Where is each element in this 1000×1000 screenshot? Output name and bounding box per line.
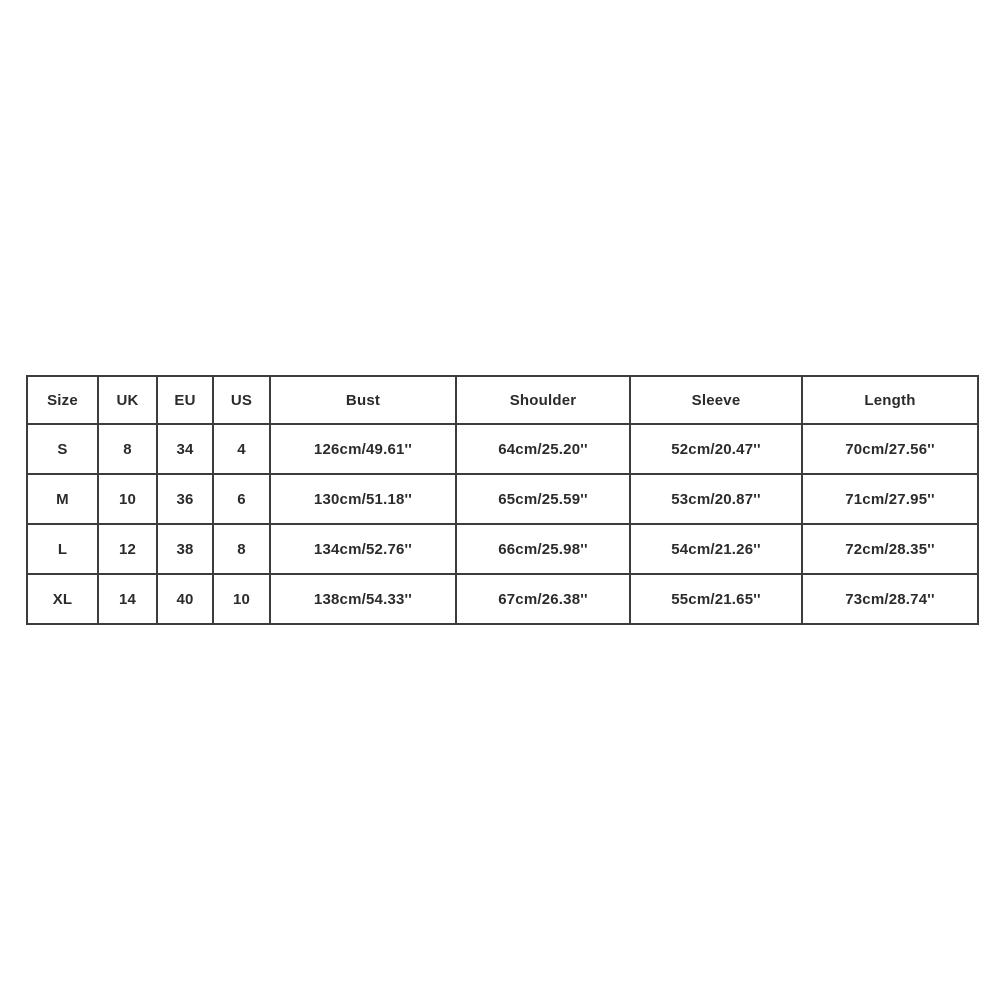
cell-sleeve: 54cm/21.26'' [630, 524, 802, 574]
cell-us: 8 [213, 524, 270, 574]
cell-shoulder: 67cm/26.38'' [456, 574, 630, 624]
header-row [27, 376, 978, 424]
column-header-length: Length [802, 376, 978, 424]
column-header-eu: EU [157, 376, 213, 424]
cell-shoulder: 64cm/25.20'' [456, 424, 630, 474]
cell-size: S [27, 424, 98, 474]
cell-length: 71cm/27.95'' [802, 474, 978, 524]
cell-bust: 138cm/54.33'' [270, 574, 456, 624]
cell-eu: 38 [157, 524, 213, 574]
column-header-us: US [213, 376, 270, 424]
column-header-bust: Bust [270, 376, 456, 424]
cell-uk: 8 [98, 424, 157, 474]
cell-sleeve: 53cm/20.87'' [630, 474, 802, 524]
cell-eu: 40 [157, 574, 213, 624]
cell-length: 70cm/27.56'' [802, 424, 978, 474]
cell-length: 72cm/28.35'' [802, 524, 978, 574]
table-row-l [27, 524, 978, 574]
cell-sleeve: 55cm/21.65'' [630, 574, 802, 624]
column-header-uk: UK [98, 376, 157, 424]
cell-size: L [27, 524, 98, 574]
column-header-shoulder: Shoulder [456, 376, 630, 424]
cell-shoulder: 65cm/25.59'' [456, 474, 630, 524]
table-row-s [27, 424, 978, 474]
column-header-size: Size [27, 376, 98, 424]
cell-us: 4 [213, 424, 270, 474]
cell-us: 6 [213, 474, 270, 524]
cell-uk: 12 [98, 524, 157, 574]
cell-eu: 34 [157, 424, 213, 474]
table-row-xl [27, 574, 978, 624]
column-header-sleeve: Sleeve [630, 376, 802, 424]
cell-bust: 134cm/52.76'' [270, 524, 456, 574]
cell-shoulder: 66cm/25.98'' [456, 524, 630, 574]
size-chart-table [26, 375, 979, 625]
cell-uk: 10 [98, 474, 157, 524]
cell-uk: 14 [98, 574, 157, 624]
cell-size: M [27, 474, 98, 524]
cell-size: XL [27, 574, 98, 624]
cell-eu: 36 [157, 474, 213, 524]
cell-sleeve: 52cm/20.47'' [630, 424, 802, 474]
cell-bust: 126cm/49.61'' [270, 424, 456, 474]
table-row-m [27, 474, 978, 524]
cell-bust: 130cm/51.18'' [270, 474, 456, 524]
cell-length: 73cm/28.74'' [802, 574, 978, 624]
cell-us: 10 [213, 574, 270, 624]
